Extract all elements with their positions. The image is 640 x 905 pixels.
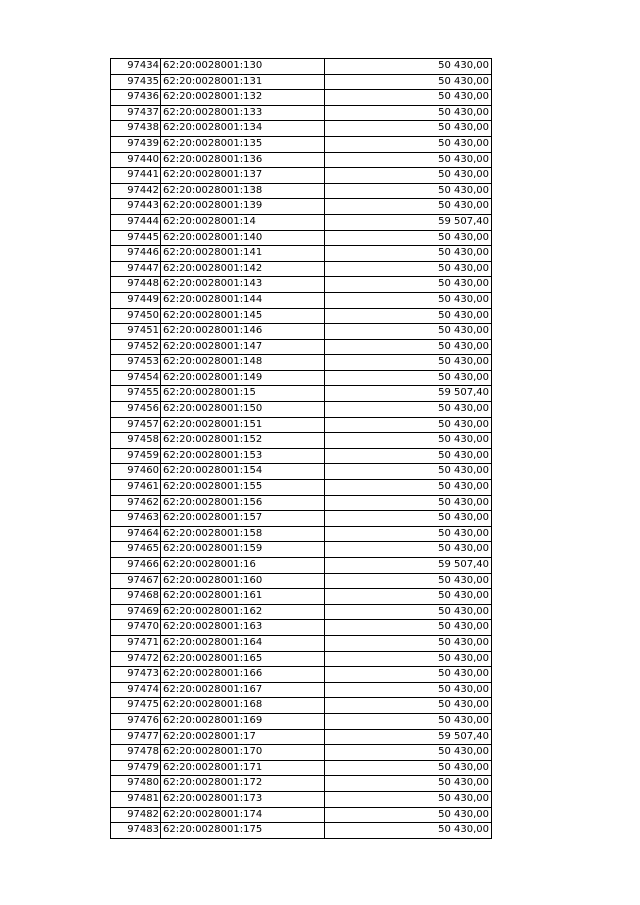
row-number-cell: 97467 — [111, 573, 161, 589]
cadastral-number-cell: 62:20:0028001:134 — [161, 121, 325, 137]
row-number-cell: 97434 — [111, 59, 161, 75]
cadastral-number-cell: 62:20:0028001:148 — [161, 355, 325, 371]
table-row — [111, 402, 492, 418]
cadastral-value-cell: 50 430,00 — [325, 620, 492, 636]
cadastral-value-cell: 50 430,00 — [325, 511, 492, 527]
table-row — [111, 480, 492, 496]
row-number-cell: 97443 — [111, 199, 161, 215]
row-number-cell: 97479 — [111, 760, 161, 776]
table-row — [111, 230, 492, 246]
cadastral-value-cell: 50 430,00 — [325, 324, 492, 340]
cadastral-value-cell: 50 430,00 — [325, 526, 492, 542]
cadastral-number-cell: 62:20:0028001:157 — [161, 511, 325, 527]
cadastral-number-cell: 62:20:0028001:140 — [161, 230, 325, 246]
cadastral-number-cell: 62:20:0028001:137 — [161, 168, 325, 184]
row-number-cell: 97446 — [111, 246, 161, 262]
cadastral-value-cell: 50 430,00 — [325, 355, 492, 371]
cadastral-value-cell: 50 430,00 — [325, 230, 492, 246]
table-row — [111, 729, 492, 745]
cadastral-number-cell: 62:20:0028001:130 — [161, 59, 325, 75]
row-number-cell: 97449 — [111, 292, 161, 308]
row-number-cell: 97465 — [111, 542, 161, 558]
cadastral-value-cell: 50 430,00 — [325, 448, 492, 464]
cadastral-number-cell: 62:20:0028001:143 — [161, 277, 325, 293]
cadastral-number-cell: 62:20:0028001:142 — [161, 261, 325, 277]
row-number-cell: 97438 — [111, 121, 161, 137]
row-number-cell: 97481 — [111, 791, 161, 807]
cadastral-value-cell: 50 430,00 — [325, 402, 492, 418]
row-number-cell: 97470 — [111, 620, 161, 636]
table-row — [111, 152, 492, 168]
cadastral-value-cell: 59 507,40 — [325, 729, 492, 745]
cadastral-value-cell: 50 430,00 — [325, 183, 492, 199]
cadastral-value-cell: 50 430,00 — [325, 682, 492, 698]
table-row — [111, 620, 492, 636]
table-row — [111, 760, 492, 776]
cadastral-number-cell: 62:20:0028001:165 — [161, 651, 325, 667]
cadastral-value-cell: 50 430,00 — [325, 589, 492, 605]
cadastral-value-cell: 50 430,00 — [325, 807, 492, 823]
cadastral-number-cell: 62:20:0028001:136 — [161, 152, 325, 168]
cadastral-value-cell: 50 430,00 — [325, 542, 492, 558]
table-row — [111, 791, 492, 807]
row-number-cell: 97447 — [111, 261, 161, 277]
cadastral-value-cell: 50 430,00 — [325, 495, 492, 511]
row-number-cell: 97458 — [111, 433, 161, 449]
cadastral-value-cell: 59 507,40 — [325, 214, 492, 230]
row-number-cell: 97440 — [111, 152, 161, 168]
table-row — [111, 199, 492, 215]
cadastral-number-cell: 62:20:0028001:163 — [161, 620, 325, 636]
row-number-cell: 97471 — [111, 635, 161, 651]
table-row — [111, 277, 492, 293]
table-row — [111, 807, 492, 823]
table-row — [111, 105, 492, 121]
row-number-cell: 97459 — [111, 448, 161, 464]
cadastral-number-cell: 62:20:0028001:144 — [161, 292, 325, 308]
cadastral-value-cell: 50 430,00 — [325, 105, 492, 121]
row-number-cell: 97450 — [111, 308, 161, 324]
row-number-cell: 97454 — [111, 370, 161, 386]
cadastral-value-cell: 50 430,00 — [325, 308, 492, 324]
cadastral-value-cell: 50 430,00 — [325, 573, 492, 589]
table-row — [111, 183, 492, 199]
cadastral-number-cell: 62:20:0028001:131 — [161, 74, 325, 90]
table-row — [111, 136, 492, 152]
table-row — [111, 90, 492, 106]
cadastral-number-cell: 62:20:0028001:169 — [161, 713, 325, 729]
table-row — [111, 464, 492, 480]
cadastral-value-cell: 50 430,00 — [325, 292, 492, 308]
row-number-cell: 97448 — [111, 277, 161, 293]
row-number-cell: 97473 — [111, 667, 161, 683]
row-number-cell: 97483 — [111, 823, 161, 839]
row-number-cell: 97475 — [111, 698, 161, 714]
cadastral-value-cell: 59 507,40 — [325, 558, 492, 574]
table-row — [111, 74, 492, 90]
cadastral-number-cell: 62:20:0028001:139 — [161, 199, 325, 215]
cadastral-number-cell: 62:20:0028001:171 — [161, 760, 325, 776]
row-number-cell: 97464 — [111, 526, 161, 542]
table-row — [111, 246, 492, 262]
table-row — [111, 386, 492, 402]
row-number-cell: 97435 — [111, 74, 161, 90]
cadastral-value-cell: 50 430,00 — [325, 168, 492, 184]
cadastral-value-cell: 50 430,00 — [325, 745, 492, 761]
table-row — [111, 168, 492, 184]
cadastral-number-cell: 62:20:0028001:170 — [161, 745, 325, 761]
cadastral-value-cell: 50 430,00 — [325, 635, 492, 651]
cadastral-value-table — [110, 58, 492, 839]
cadastral-value-cell: 50 430,00 — [325, 261, 492, 277]
cadastral-number-cell: 62:20:0028001:153 — [161, 448, 325, 464]
table-row — [111, 698, 492, 714]
cadastral-value-cell: 50 430,00 — [325, 760, 492, 776]
cadastral-number-cell: 62:20:0028001:152 — [161, 433, 325, 449]
cadastral-value-cell: 50 430,00 — [325, 417, 492, 433]
cadastral-number-cell: 62:20:0028001:158 — [161, 526, 325, 542]
cadastral-number-cell: 62:20:0028001:166 — [161, 667, 325, 683]
cadastral-value-cell: 50 430,00 — [325, 604, 492, 620]
cadastral-number-cell: 62:20:0028001:16 — [161, 558, 325, 574]
table-row — [111, 776, 492, 792]
table-row — [111, 324, 492, 340]
cadastral-value-cell: 50 430,00 — [325, 90, 492, 106]
table-row — [111, 651, 492, 667]
row-number-cell: 97478 — [111, 745, 161, 761]
cadastral-number-cell: 62:20:0028001:149 — [161, 370, 325, 386]
cadastral-number-cell: 62:20:0028001:145 — [161, 308, 325, 324]
cadastral-number-cell: 62:20:0028001:168 — [161, 698, 325, 714]
cadastral-number-cell: 62:20:0028001:141 — [161, 246, 325, 262]
cadastral-value-cell: 50 430,00 — [325, 651, 492, 667]
table-row — [111, 745, 492, 761]
row-number-cell: 97441 — [111, 168, 161, 184]
row-number-cell: 97472 — [111, 651, 161, 667]
cadastral-value-cell: 50 430,00 — [325, 776, 492, 792]
cadastral-value-cell: 50 430,00 — [325, 199, 492, 215]
cadastral-number-cell: 62:20:0028001:138 — [161, 183, 325, 199]
cadastral-value-cell: 50 430,00 — [325, 823, 492, 839]
table-row — [111, 713, 492, 729]
table-row — [111, 417, 492, 433]
table-row — [111, 214, 492, 230]
row-number-cell: 97451 — [111, 324, 161, 340]
row-number-cell: 97482 — [111, 807, 161, 823]
table-row — [111, 526, 492, 542]
cadastral-value-cell: 50 430,00 — [325, 277, 492, 293]
cadastral-value-cell: 50 430,00 — [325, 339, 492, 355]
cadastral-value-cell: 50 430,00 — [325, 713, 492, 729]
cadastral-value-cell: 50 430,00 — [325, 791, 492, 807]
row-number-cell: 97476 — [111, 713, 161, 729]
cadastral-number-cell: 62:20:0028001:159 — [161, 542, 325, 558]
table-row — [111, 121, 492, 137]
cadastral-number-cell: 62:20:0028001:164 — [161, 635, 325, 651]
cadastral-number-cell: 62:20:0028001:160 — [161, 573, 325, 589]
cadastral-number-cell: 62:20:0028001:155 — [161, 480, 325, 496]
table-row — [111, 308, 492, 324]
cadastral-number-cell: 62:20:0028001:147 — [161, 339, 325, 355]
row-number-cell: 97437 — [111, 105, 161, 121]
table-row — [111, 682, 492, 698]
cadastral-number-cell: 62:20:0028001:146 — [161, 324, 325, 340]
table-row — [111, 573, 492, 589]
table-row — [111, 59, 492, 75]
cadastral-value-cell: 59 507,40 — [325, 386, 492, 402]
cadastral-value-cell: 50 430,00 — [325, 698, 492, 714]
cadastral-number-cell: 62:20:0028001:132 — [161, 90, 325, 106]
row-number-cell: 97466 — [111, 558, 161, 574]
table-row — [111, 261, 492, 277]
cadastral-value-cell: 50 430,00 — [325, 667, 492, 683]
table-row — [111, 495, 492, 511]
cadastral-value-cell: 50 430,00 — [325, 152, 492, 168]
table-row — [111, 635, 492, 651]
table-row — [111, 448, 492, 464]
row-number-cell: 97462 — [111, 495, 161, 511]
cadastral-number-cell: 62:20:0028001:14 — [161, 214, 325, 230]
cadastral-number-cell: 62:20:0028001:162 — [161, 604, 325, 620]
table-row — [111, 433, 492, 449]
cadastral-number-cell: 62:20:0028001:174 — [161, 807, 325, 823]
cadastral-number-cell: 62:20:0028001:161 — [161, 589, 325, 605]
table-row — [111, 604, 492, 620]
table-row — [111, 511, 492, 527]
cadastral-value-cell: 50 430,00 — [325, 121, 492, 137]
table-row — [111, 370, 492, 386]
table-row — [111, 589, 492, 605]
cadastral-number-cell: 62:20:0028001:151 — [161, 417, 325, 433]
row-number-cell: 97460 — [111, 464, 161, 480]
row-number-cell: 97436 — [111, 90, 161, 106]
cadastral-value-cell: 50 430,00 — [325, 433, 492, 449]
table-row — [111, 667, 492, 683]
table-row — [111, 558, 492, 574]
row-number-cell: 97452 — [111, 339, 161, 355]
cadastral-number-cell: 62:20:0028001:172 — [161, 776, 325, 792]
row-number-cell: 97480 — [111, 776, 161, 792]
table-row — [111, 355, 492, 371]
row-number-cell: 97456 — [111, 402, 161, 418]
row-number-cell: 97474 — [111, 682, 161, 698]
row-number-cell: 97442 — [111, 183, 161, 199]
table-row — [111, 823, 492, 839]
row-number-cell: 97463 — [111, 511, 161, 527]
cadastral-number-cell: 62:20:0028001:175 — [161, 823, 325, 839]
cadastral-number-cell: 62:20:0028001:150 — [161, 402, 325, 418]
cadastral-value-cell: 50 430,00 — [325, 246, 492, 262]
row-number-cell: 97444 — [111, 214, 161, 230]
row-number-cell: 97477 — [111, 729, 161, 745]
row-number-cell: 97469 — [111, 604, 161, 620]
table-row — [111, 339, 492, 355]
cadastral-value-cell: 50 430,00 — [325, 370, 492, 386]
cadastral-value-cell: 50 430,00 — [325, 74, 492, 90]
cadastral-number-cell: 62:20:0028001:135 — [161, 136, 325, 152]
cadastral-number-cell: 62:20:0028001:167 — [161, 682, 325, 698]
cadastral-value-cell: 50 430,00 — [325, 464, 492, 480]
cadastral-value-cell: 50 430,00 — [325, 480, 492, 496]
cadastral-number-cell: 62:20:0028001:15 — [161, 386, 325, 402]
row-number-cell: 97445 — [111, 230, 161, 246]
table-body — [111, 59, 492, 839]
row-number-cell: 97453 — [111, 355, 161, 371]
row-number-cell: 97457 — [111, 417, 161, 433]
cadastral-value-cell: 50 430,00 — [325, 136, 492, 152]
cadastral-number-cell: 62:20:0028001:154 — [161, 464, 325, 480]
cadastral-number-cell: 62:20:0028001:133 — [161, 105, 325, 121]
table-row — [111, 292, 492, 308]
cadastral-number-cell: 62:20:0028001:17 — [161, 729, 325, 745]
row-number-cell: 97455 — [111, 386, 161, 402]
cadastral-number-cell: 62:20:0028001:156 — [161, 495, 325, 511]
cadastral-value-cell: 50 430,00 — [325, 59, 492, 75]
cadastral-number-cell: 62:20:0028001:173 — [161, 791, 325, 807]
table-row — [111, 542, 492, 558]
row-number-cell: 97468 — [111, 589, 161, 605]
row-number-cell: 97461 — [111, 480, 161, 496]
row-number-cell: 97439 — [111, 136, 161, 152]
